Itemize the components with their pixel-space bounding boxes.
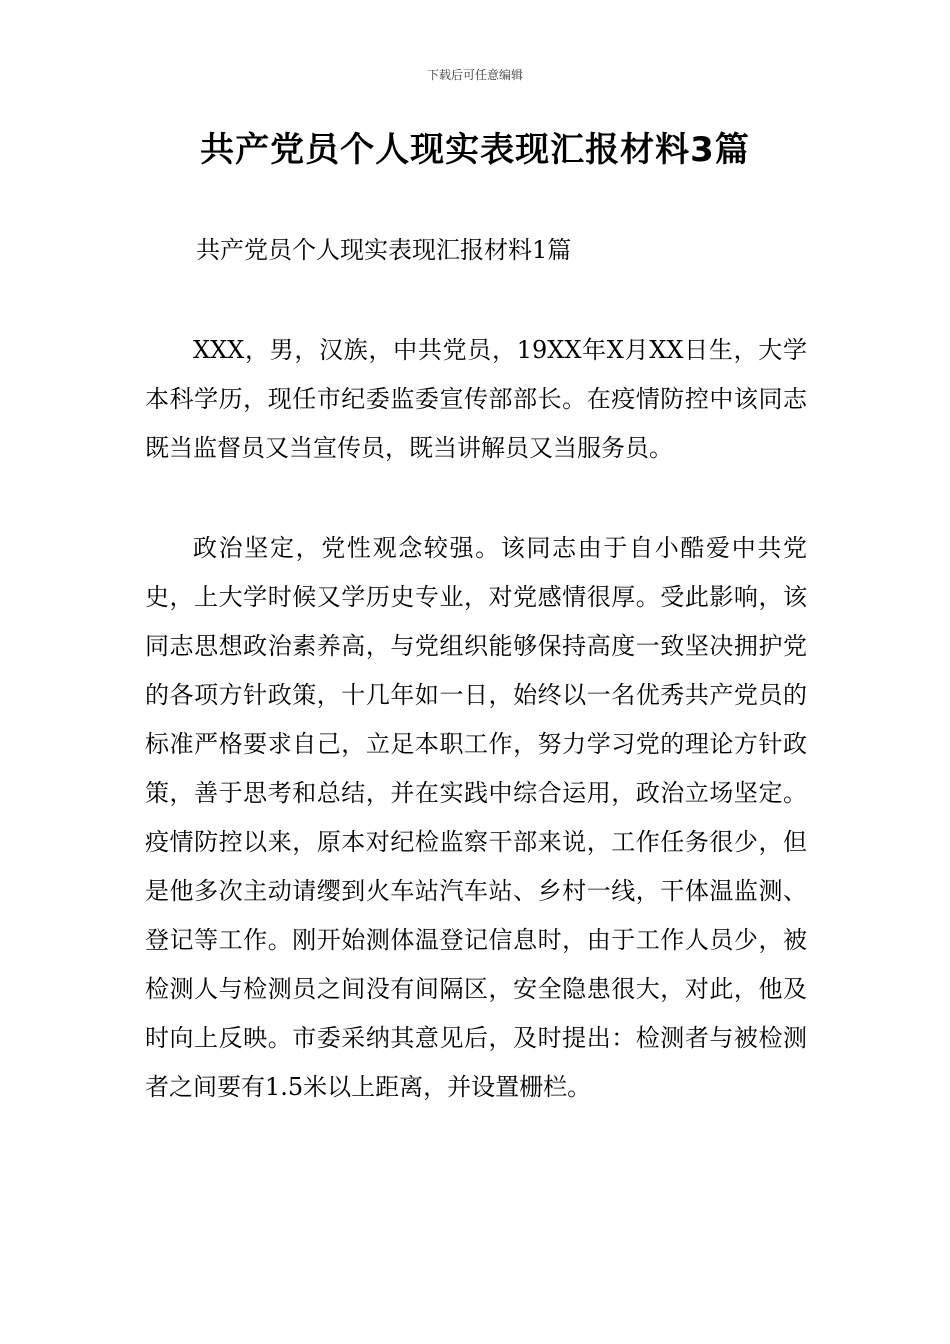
paragraph-text: 政治坚定，党性观念较强。该同志由于自小酷爱中共党史，上大学时候又学历史专业，对党感情很厚。受此影响，该同志思想政治素养高，与党组织能够保持高度一致坚决拥护党的各项方针政策，十几年如一日，始终以一名优秀共产党员的标准严格要求自己，立足本职工作，努力学习党的理论方针政策，善于思考和总结，并在实践中综合运用，政治立场坚定。疫情防控以来，原本对纪检监察干部来说，工作任务很少，但是他多次主动请缨到火车站汽车站、乡村一线，干体温监测、登记等工作。刚开始测体温登记信息时，由于工作人员少，被检测人与检测员之间没有间隔区，安全隐患很大，对此，他及时向上反映。市委采纳其意见后，及时提出：检测者与被检测者之间要有1.5米以上距离，并设置栅栏。 bbox=[145, 534, 807, 1101]
section-subheading: 共产党员个人现实表现汇报材料1篇 bbox=[196, 236, 572, 264]
document-title: 共产党员个人现实表现汇报材料3篇 bbox=[200, 130, 750, 170]
body-paragraph-2 bbox=[145, 524, 807, 1112]
header-note: 下载后可任意编辑 bbox=[426, 68, 523, 82]
body-paragraph-1 bbox=[145, 326, 807, 473]
paragraph-text: XXX，男，汉族，中共党员，19XX年X月XX日生，大学本科学历，现任市纪委监委宣传部部长。在疫情防控中该同志既当监督员又当宣传员，既当讲解员又当服务员。 bbox=[145, 336, 807, 462]
